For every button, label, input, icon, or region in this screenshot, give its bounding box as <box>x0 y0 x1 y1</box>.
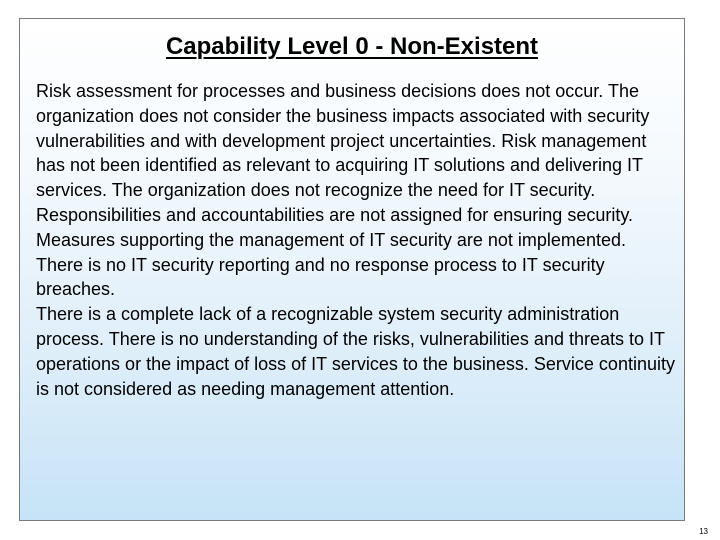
paragraph-responsibilities: Responsibilities and accountabilities are not assigned for ensuring security. Measures supporting the management of IT security are not implemented. There is no IT security reporting and no response process to IT security breaches. <box>36 204 633 300</box>
paragraph-administration: There is a complete lack of a recognizable system security administration process. There is no understanding of the risks, vulnerabilities and threats to IT operations or the impact of loss of IT services to the business. Service continuity is not considered as needing management attention. <box>36 304 675 399</box>
slide-body <box>36 79 676 401</box>
paragraph-risk-assessment: Risk assessment for processes and business decisions does not occur. The organization does not consider the business impacts associated with security vulnerabilities and with development project uncertainties. Risk management has not been identified as relevant to acquiring IT solutions and delivering IT services. The organization does not recognize the need for IT security. <box>36 81 650 201</box>
slide-title <box>20 33 684 61</box>
page-number: 13 <box>699 527 708 536</box>
slide-title-text: Capability Level 0 - Non-Existent <box>165 33 539 60</box>
content-panel <box>19 18 685 521</box>
